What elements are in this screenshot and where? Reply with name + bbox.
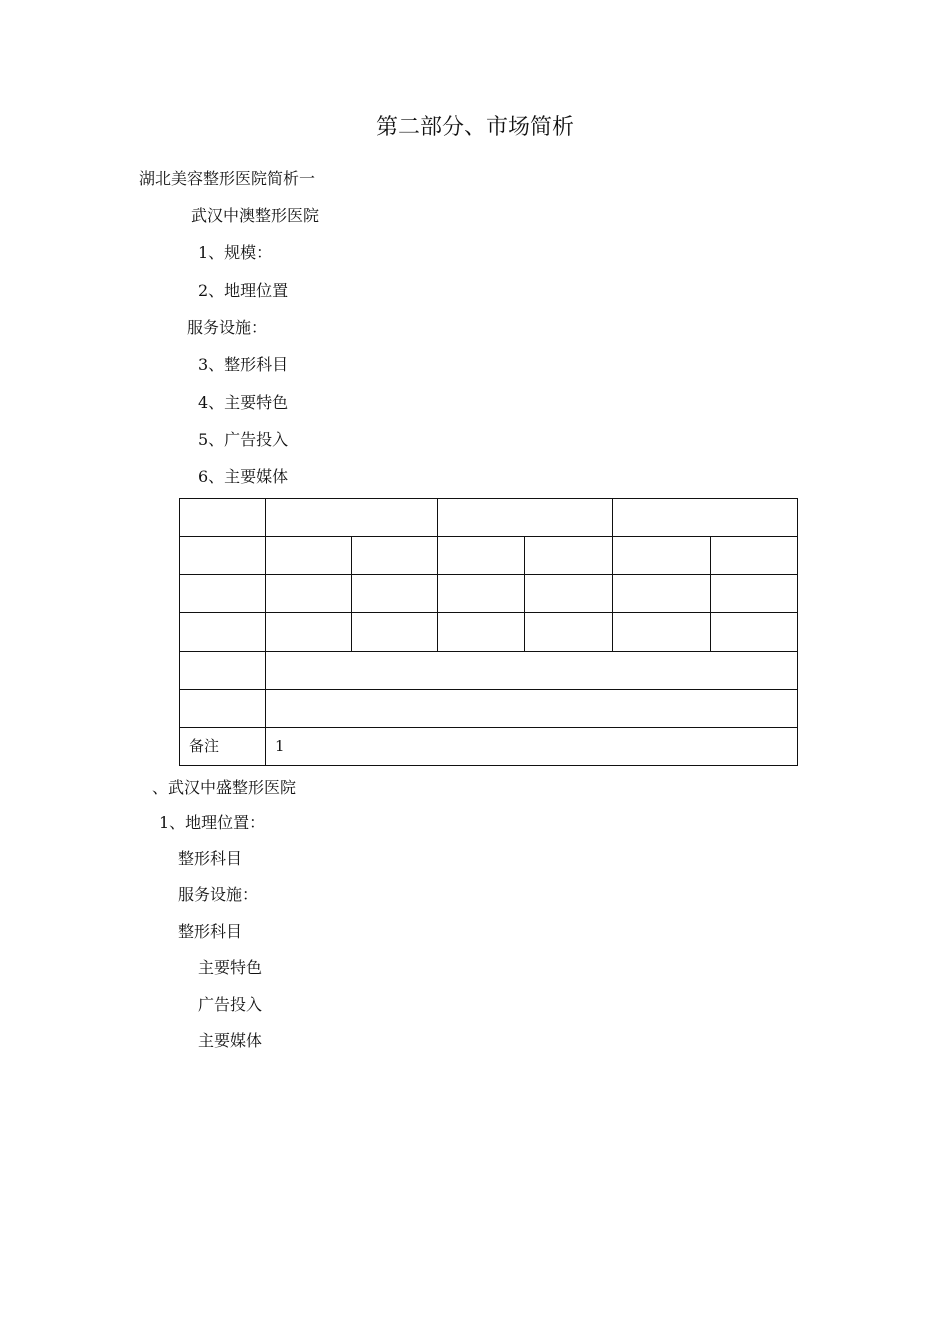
table-cell [711, 613, 798, 651]
item-facilities-2: 服务设施： [178, 885, 259, 904]
table-cell [266, 537, 352, 575]
table-cell [711, 575, 798, 613]
table-cell [711, 537, 798, 575]
item-scale: 1、规模： [198, 243, 273, 262]
table-cell [525, 613, 613, 651]
table-cell [613, 499, 798, 537]
item-features-2: 主要特色 [198, 958, 263, 977]
page-title: 第二部分、市场简析 [375, 115, 574, 140]
table-cell [352, 537, 438, 575]
item-departments: 3、整形科目 [198, 355, 289, 374]
item-departments-2a: 整形科目 [178, 849, 243, 868]
table-cell [180, 537, 266, 575]
table-row [180, 575, 798, 613]
table-cell [613, 613, 711, 651]
table-row [180, 613, 798, 651]
table-row [180, 651, 798, 689]
item-features: 4、主要特色 [198, 393, 289, 412]
table-cell [438, 499, 613, 537]
table-row [180, 537, 798, 575]
table-cell [266, 499, 438, 537]
remark-value: 1 [266, 727, 798, 765]
item-facilities: 服务设施： [187, 318, 268, 337]
table-cell [266, 613, 352, 651]
table-cell [266, 689, 798, 727]
table-cell [438, 613, 525, 651]
item-departments-2b: 整形科目 [178, 922, 243, 941]
table-cell [613, 537, 711, 575]
table-cell [180, 613, 266, 651]
table-cell [525, 537, 613, 575]
table-cell [352, 575, 438, 613]
remark-label: 备注 [180, 727, 266, 765]
item-advertising-2: 广告投入 [198, 995, 263, 1014]
hospital-name: 武汉中澳整形医院 [191, 206, 320, 225]
analysis-table [179, 498, 798, 766]
item-location: 2、地理位置 [198, 281, 289, 300]
item-advertising: 5、广告投入 [198, 430, 289, 449]
table-cell [180, 499, 266, 537]
table-row [180, 689, 798, 727]
table-cell [352, 613, 438, 651]
hospital-name-2: 、武汉中盛整形医院 [152, 778, 297, 797]
table-cell [525, 575, 613, 613]
table-cell [438, 537, 525, 575]
table-cell [180, 689, 266, 727]
item-location-2: 1、地理位置： [159, 813, 266, 832]
section-heading: 湖北美容整形医院简析一 [139, 169, 316, 188]
table-cell [180, 651, 266, 689]
table-cell [266, 651, 798, 689]
table-cell [180, 575, 266, 613]
item-media: 6、主要媒体 [198, 467, 289, 486]
table-row [180, 499, 798, 537]
table-cell [266, 575, 352, 613]
table-cell [613, 575, 711, 613]
item-media-2: 主要媒体 [198, 1031, 263, 1050]
table-cell [438, 575, 525, 613]
table-row [180, 727, 798, 765]
